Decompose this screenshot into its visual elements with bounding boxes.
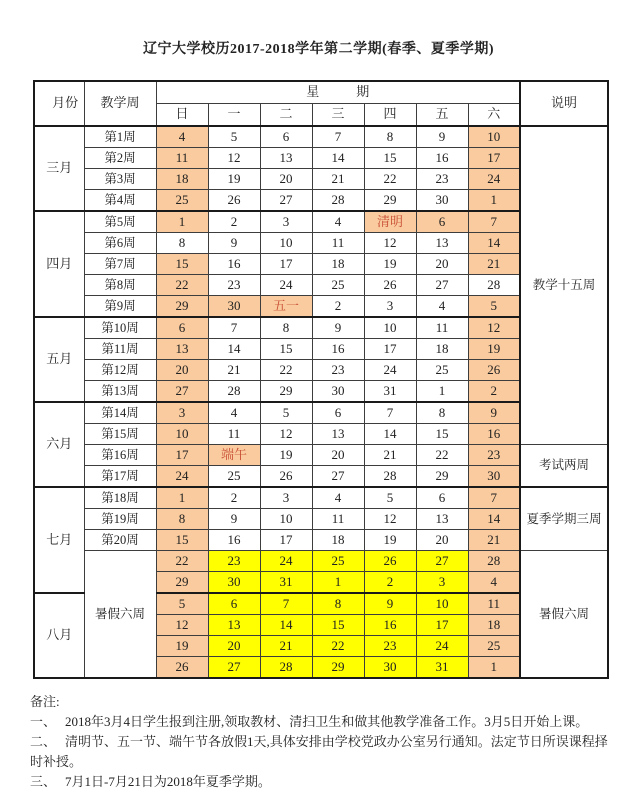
day-cell: 14 [260, 615, 312, 636]
note-cell: 教学十五周 [520, 126, 608, 445]
week-label-cell: 第9周 [84, 296, 156, 318]
week-label-cell: 第8周 [84, 275, 156, 296]
day-cell: 31 [260, 572, 312, 594]
note-cell: 考试两周 [520, 445, 608, 488]
week-label-cell: 第1周 [84, 126, 156, 148]
day-cell: 9 [416, 126, 468, 148]
day-cell: 17 [416, 615, 468, 636]
day-cell: 16 [208, 530, 260, 551]
day-cell: 7 [468, 487, 520, 509]
day-cell: 7 [208, 317, 260, 339]
week-label-cell: 第14周 [84, 402, 156, 424]
day-cell: 25 [416, 360, 468, 381]
remark-number: 二、 [30, 734, 57, 749]
day-cell: 14 [312, 148, 364, 169]
day-cell: 10 [156, 424, 208, 445]
day-cell: 3 [416, 572, 468, 594]
day-cell: 3 [364, 296, 416, 318]
day-cell: 18 [416, 339, 468, 360]
page-title: 辽宁大学校历2017-2018学年第二学期(春季、夏季学期) [143, 42, 494, 57]
day-cell: 11 [312, 509, 364, 530]
day-cell: 1 [312, 572, 364, 594]
week-label-cell: 第13周 [84, 381, 156, 403]
day-cell: 10 [260, 233, 312, 254]
day-cell: 19 [208, 169, 260, 190]
day-cell: 15 [364, 148, 416, 169]
day-cell: 30 [364, 657, 416, 679]
day-cell: 19 [156, 636, 208, 657]
day-cell: 5 [364, 487, 416, 509]
day-cell: 4 [156, 126, 208, 148]
day-cell: 15 [312, 615, 364, 636]
day-cell: 28 [468, 551, 520, 572]
day-cell: 17 [156, 445, 208, 466]
day-cell: 14 [468, 509, 520, 530]
remark-number: 三、 [30, 774, 57, 789]
month-cell: 六月 [34, 402, 84, 487]
day-cell: 1 [156, 487, 208, 509]
day-cell: 12 [208, 148, 260, 169]
day-cell: 4 [468, 572, 520, 594]
day-cell: 28 [312, 190, 364, 212]
calendar-body [34, 126, 608, 678]
day-cell: 1 [416, 381, 468, 403]
day-cell: 27 [416, 275, 468, 296]
day-cell: 27 [416, 551, 468, 572]
day-cell: 5 [468, 296, 520, 318]
day-cell: 23 [416, 169, 468, 190]
week-label-cell: 第19周 [84, 509, 156, 530]
calendar-row [34, 126, 608, 148]
day-cell: 28 [364, 466, 416, 488]
day-cell: 18 [312, 254, 364, 275]
day-cell: 26 [156, 657, 208, 679]
week-label-cell: 第18周 [84, 487, 156, 509]
day-cell: 12 [156, 615, 208, 636]
day-cell: 22 [260, 360, 312, 381]
day-cell: 25 [208, 466, 260, 488]
day-cell: 25 [312, 551, 364, 572]
remark-item [30, 732, 608, 772]
day-header-sat: 六 [468, 104, 520, 127]
week-label-cell: 第16周 [84, 445, 156, 466]
day-header-thu: 四 [364, 104, 416, 127]
header-teaching-week: 教学周 [84, 81, 156, 126]
day-cell: 25 [312, 275, 364, 296]
day-cell: 24 [468, 169, 520, 190]
day-cell: 13 [260, 148, 312, 169]
week-label-cell: 第15周 [84, 424, 156, 445]
day-cell: 5 [260, 402, 312, 424]
remarks [30, 692, 608, 792]
day-cell: 27 [312, 466, 364, 488]
table-header [34, 81, 608, 126]
day-cell: 7 [364, 402, 416, 424]
day-cell: 31 [416, 657, 468, 679]
remark-text: 7月1日-7月21日为2018年夏季学期。 [65, 774, 271, 789]
month-cell: 三月 [34, 126, 84, 211]
day-cell: 8 [416, 402, 468, 424]
day-header-mon: 一 [208, 104, 260, 127]
day-cell: 11 [156, 148, 208, 169]
day-cell: 16 [208, 254, 260, 275]
day-cell: 21 [364, 445, 416, 466]
day-cell: 30 [208, 572, 260, 594]
day-cell: 16 [364, 615, 416, 636]
day-cell: 15 [156, 530, 208, 551]
day-cell: 16 [416, 148, 468, 169]
day-cell: 6 [312, 402, 364, 424]
day-cell: 9 [208, 509, 260, 530]
holiday-cell: 五一 [260, 296, 312, 318]
day-cell: 9 [468, 402, 520, 424]
day-cell: 21 [468, 254, 520, 275]
day-cell: 2 [364, 572, 416, 594]
day-cell: 19 [364, 254, 416, 275]
day-cell: 12 [364, 509, 416, 530]
day-cell: 17 [364, 339, 416, 360]
day-cell: 25 [468, 636, 520, 657]
day-cell: 24 [156, 466, 208, 488]
day-cell: 14 [364, 424, 416, 445]
day-cell: 3 [260, 487, 312, 509]
day-header-tue: 二 [260, 104, 312, 127]
summer-break-cell: 暑假六周 [84, 551, 156, 679]
day-cell: 4 [312, 487, 364, 509]
remarks-label: 备注: [30, 694, 60, 709]
day-cell: 22 [364, 169, 416, 190]
day-cell: 13 [312, 424, 364, 445]
day-cell: 29 [364, 190, 416, 212]
week-label-cell: 第4周 [84, 190, 156, 212]
day-cell: 8 [156, 233, 208, 254]
day-cell: 6 [208, 593, 260, 615]
day-cell: 26 [364, 551, 416, 572]
day-cell: 11 [468, 593, 520, 615]
day-cell: 15 [416, 424, 468, 445]
day-cell: 22 [312, 636, 364, 657]
header-week-label: 星期 [306, 84, 407, 100]
day-cell: 26 [468, 360, 520, 381]
remark-item [30, 772, 608, 792]
day-cell: 13 [208, 615, 260, 636]
day-cell: 29 [156, 296, 208, 318]
remark-text: 2018年3月4日学生报到注册,领取教材、清扫卫生和做其他教学准备工作。3月5日开始上课。 [65, 714, 589, 729]
month-cell: 五月 [34, 317, 84, 402]
day-cell: 7 [468, 211, 520, 233]
day-cell: 14 [468, 233, 520, 254]
day-cell: 21 [260, 636, 312, 657]
day-cell: 23 [208, 551, 260, 572]
day-cell: 8 [364, 126, 416, 148]
day-cell: 20 [416, 254, 468, 275]
day-cell: 28 [208, 381, 260, 403]
day-cell: 18 [468, 615, 520, 636]
header-week [156, 81, 520, 104]
day-cell: 24 [364, 360, 416, 381]
day-cell: 6 [416, 487, 468, 509]
week-label-cell: 第12周 [84, 360, 156, 381]
day-cell: 26 [208, 190, 260, 212]
day-cell: 12 [468, 317, 520, 339]
holiday-cell: 端午 [208, 445, 260, 466]
calendar-row [34, 445, 608, 466]
day-cell: 6 [260, 126, 312, 148]
day-cell: 8 [312, 593, 364, 615]
day-cell: 24 [260, 275, 312, 296]
day-cell: 19 [468, 339, 520, 360]
week-label-cell: 第10周 [84, 317, 156, 339]
day-cell: 8 [156, 509, 208, 530]
day-cell: 20 [260, 169, 312, 190]
day-cell: 11 [208, 424, 260, 445]
week-label-cell: 第17周 [84, 466, 156, 488]
day-cell: 22 [416, 445, 468, 466]
calendar-table [33, 80, 609, 679]
day-cell: 12 [364, 233, 416, 254]
day-cell: 20 [312, 445, 364, 466]
day-cell: 29 [416, 466, 468, 488]
day-cell: 2 [208, 211, 260, 233]
day-cell: 24 [416, 636, 468, 657]
day-cell: 25 [156, 190, 208, 212]
day-cell: 16 [312, 339, 364, 360]
day-cell: 7 [260, 593, 312, 615]
day-cell: 21 [468, 530, 520, 551]
day-cell: 17 [260, 530, 312, 551]
day-cell: 26 [364, 275, 416, 296]
header-month-label: 月份 [52, 95, 79, 111]
day-cell: 13 [416, 509, 468, 530]
day-cell: 17 [260, 254, 312, 275]
month-cell: 四月 [34, 211, 84, 317]
day-cell: 1 [468, 190, 520, 212]
day-cell: 11 [312, 233, 364, 254]
note-cell: 夏季学期三周 [520, 487, 608, 551]
day-cell: 24 [260, 551, 312, 572]
calendar-row [34, 551, 608, 572]
day-cell: 29 [156, 572, 208, 594]
day-cell: 9 [208, 233, 260, 254]
day-cell: 3 [156, 402, 208, 424]
day-cell: 22 [156, 275, 208, 296]
day-cell: 2 [468, 381, 520, 403]
day-cell: 12 [260, 424, 312, 445]
day-cell: 18 [312, 530, 364, 551]
week-label-cell: 第7周 [84, 254, 156, 275]
week-label-cell: 第6周 [84, 233, 156, 254]
day-cell: 17 [468, 148, 520, 169]
day-cell: 23 [364, 636, 416, 657]
day-cell: 5 [208, 126, 260, 148]
day-cell: 4 [416, 296, 468, 318]
day-cell: 6 [416, 211, 468, 233]
day-cell: 19 [260, 445, 312, 466]
day-cell: 10 [468, 126, 520, 148]
day-cell: 28 [468, 275, 520, 296]
day-cell: 27 [156, 381, 208, 403]
day-cell: 1 [468, 657, 520, 679]
day-cell: 29 [260, 381, 312, 403]
day-cell: 14 [208, 339, 260, 360]
day-cell: 13 [416, 233, 468, 254]
day-cell: 27 [208, 657, 260, 679]
day-cell: 9 [364, 593, 416, 615]
day-cell: 10 [364, 317, 416, 339]
day-cell: 8 [260, 317, 312, 339]
day-cell: 29 [312, 657, 364, 679]
day-cell: 23 [468, 445, 520, 466]
header-note: 说明 [520, 81, 608, 126]
day-cell: 4 [208, 402, 260, 424]
day-cell: 21 [312, 169, 364, 190]
day-cell: 23 [208, 275, 260, 296]
day-cell: 7 [312, 126, 364, 148]
day-cell: 20 [156, 360, 208, 381]
day-cell: 19 [364, 530, 416, 551]
day-cell: 31 [364, 381, 416, 403]
day-cell: 2 [208, 487, 260, 509]
month-cell: 七月 [34, 487, 84, 593]
day-cell: 1 [156, 211, 208, 233]
day-cell: 23 [312, 360, 364, 381]
month-cell: 八月 [34, 593, 84, 678]
day-cell: 21 [208, 360, 260, 381]
day-cell: 26 [260, 466, 312, 488]
day-cell: 18 [156, 169, 208, 190]
week-label-cell: 第3周 [84, 169, 156, 190]
day-cell: 27 [260, 190, 312, 212]
day-cell: 22 [156, 551, 208, 572]
day-cell: 20 [416, 530, 468, 551]
calendar-row [34, 487, 608, 509]
day-cell: 15 [156, 254, 208, 275]
day-cell: 10 [260, 509, 312, 530]
day-cell: 30 [468, 466, 520, 488]
remark-text: 清明节、五一节、端午节各放假1天,具体安排由学校党政办公室另行通知。法定节日所误课程择时补授。 [30, 734, 608, 769]
day-cell: 6 [156, 317, 208, 339]
week-label-cell: 第2周 [84, 148, 156, 169]
note-cell: 暑假六周 [520, 551, 608, 679]
day-cell: 16 [468, 424, 520, 445]
day-cell: 30 [312, 381, 364, 403]
day-header-fri: 五 [416, 104, 468, 127]
day-cell: 3 [260, 211, 312, 233]
day-cell: 11 [416, 317, 468, 339]
week-label-cell: 第11周 [84, 339, 156, 360]
day-header-sun: 日 [156, 104, 208, 127]
day-cell: 15 [260, 339, 312, 360]
day-cell: 5 [156, 593, 208, 615]
day-cell: 20 [208, 636, 260, 657]
remark-item [30, 712, 608, 732]
day-cell: 30 [208, 296, 260, 318]
remark-number: 一、 [30, 714, 57, 729]
week-label-cell: 第5周 [84, 211, 156, 233]
day-cell: 28 [260, 657, 312, 679]
day-cell: 2 [312, 296, 364, 318]
header-month [34, 81, 84, 126]
holiday-cell: 清明 [364, 211, 416, 233]
day-cell: 10 [416, 593, 468, 615]
day-cell: 4 [312, 211, 364, 233]
day-cell: 30 [416, 190, 468, 212]
day-cell: 13 [156, 339, 208, 360]
day-header-wed: 三 [312, 104, 364, 127]
week-label-cell: 第20周 [84, 530, 156, 551]
day-cell: 9 [312, 317, 364, 339]
